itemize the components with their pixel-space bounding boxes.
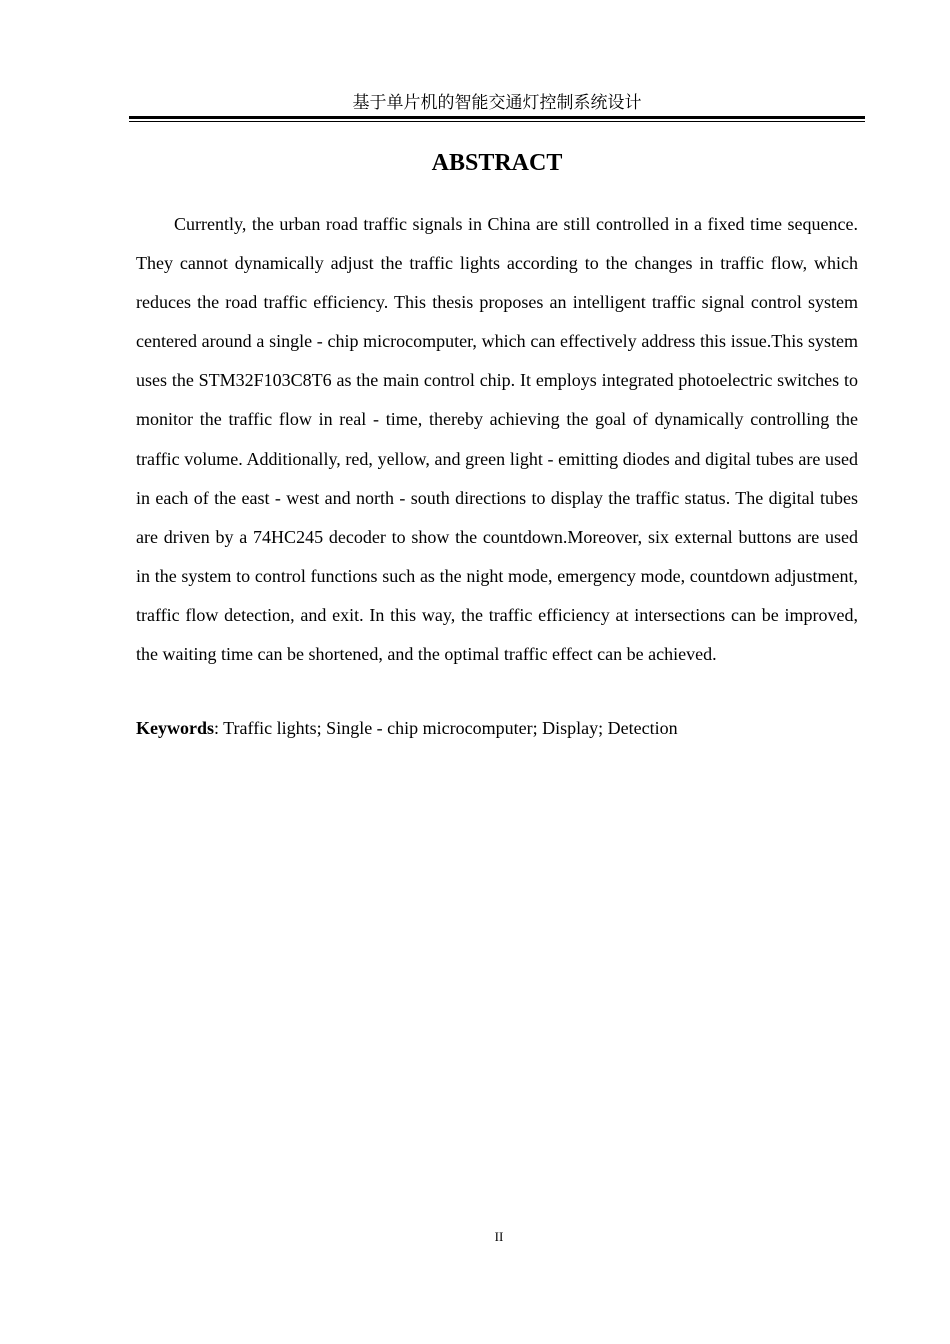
abstract-title: ABSTRACT — [431, 150, 563, 176]
keywords-text: : Traffic lights; Single - chip microcomputer; Display; Detection — [214, 718, 678, 738]
page-number: II — [494, 1229, 504, 1244]
header-rule-thin — [129, 121, 865, 122]
header-rule-thick — [129, 116, 865, 119]
keywords-line — [136, 714, 858, 742]
keywords-label: Keywords — [136, 718, 214, 738]
running-header: 基于单片机的智能交通灯控制系统设计 — [352, 93, 642, 113]
abstract-body: Currently, the urban road traffic signals in China are still controlled in a fixed time sequence. They cannot dynamically adjust the traffic lights according to the changes in traffic flow, which reduces the road traffic efficiency. This thesis proposes an intelligent traffic signal control system centered around a single - chip microcomputer, which can effectively address this issue.This system uses the STM32F103C8T6 as the main control chip. It employs integrated photoelectric switches to monitor the traffic flow in real - time, thereby achieving the goal of dynamically controlling the traffic volume. Additionally, red, yellow, and green light - emitting diodes and digital tubes are used in each of the east - west and north - south directions to display the traffic status. The digital tubes are driven by a 74HC245 decoder to show the countdown.Moreover, six external buttons are used in the system to control functions such as the night mode, emergency mode, countdown adjustment, traffic flow detection, and exit. In this way, the traffic efficiency at intersections can be improved, the waiting time can be shortened, and the optimal traffic effect can be achieved. — [136, 214, 858, 665]
